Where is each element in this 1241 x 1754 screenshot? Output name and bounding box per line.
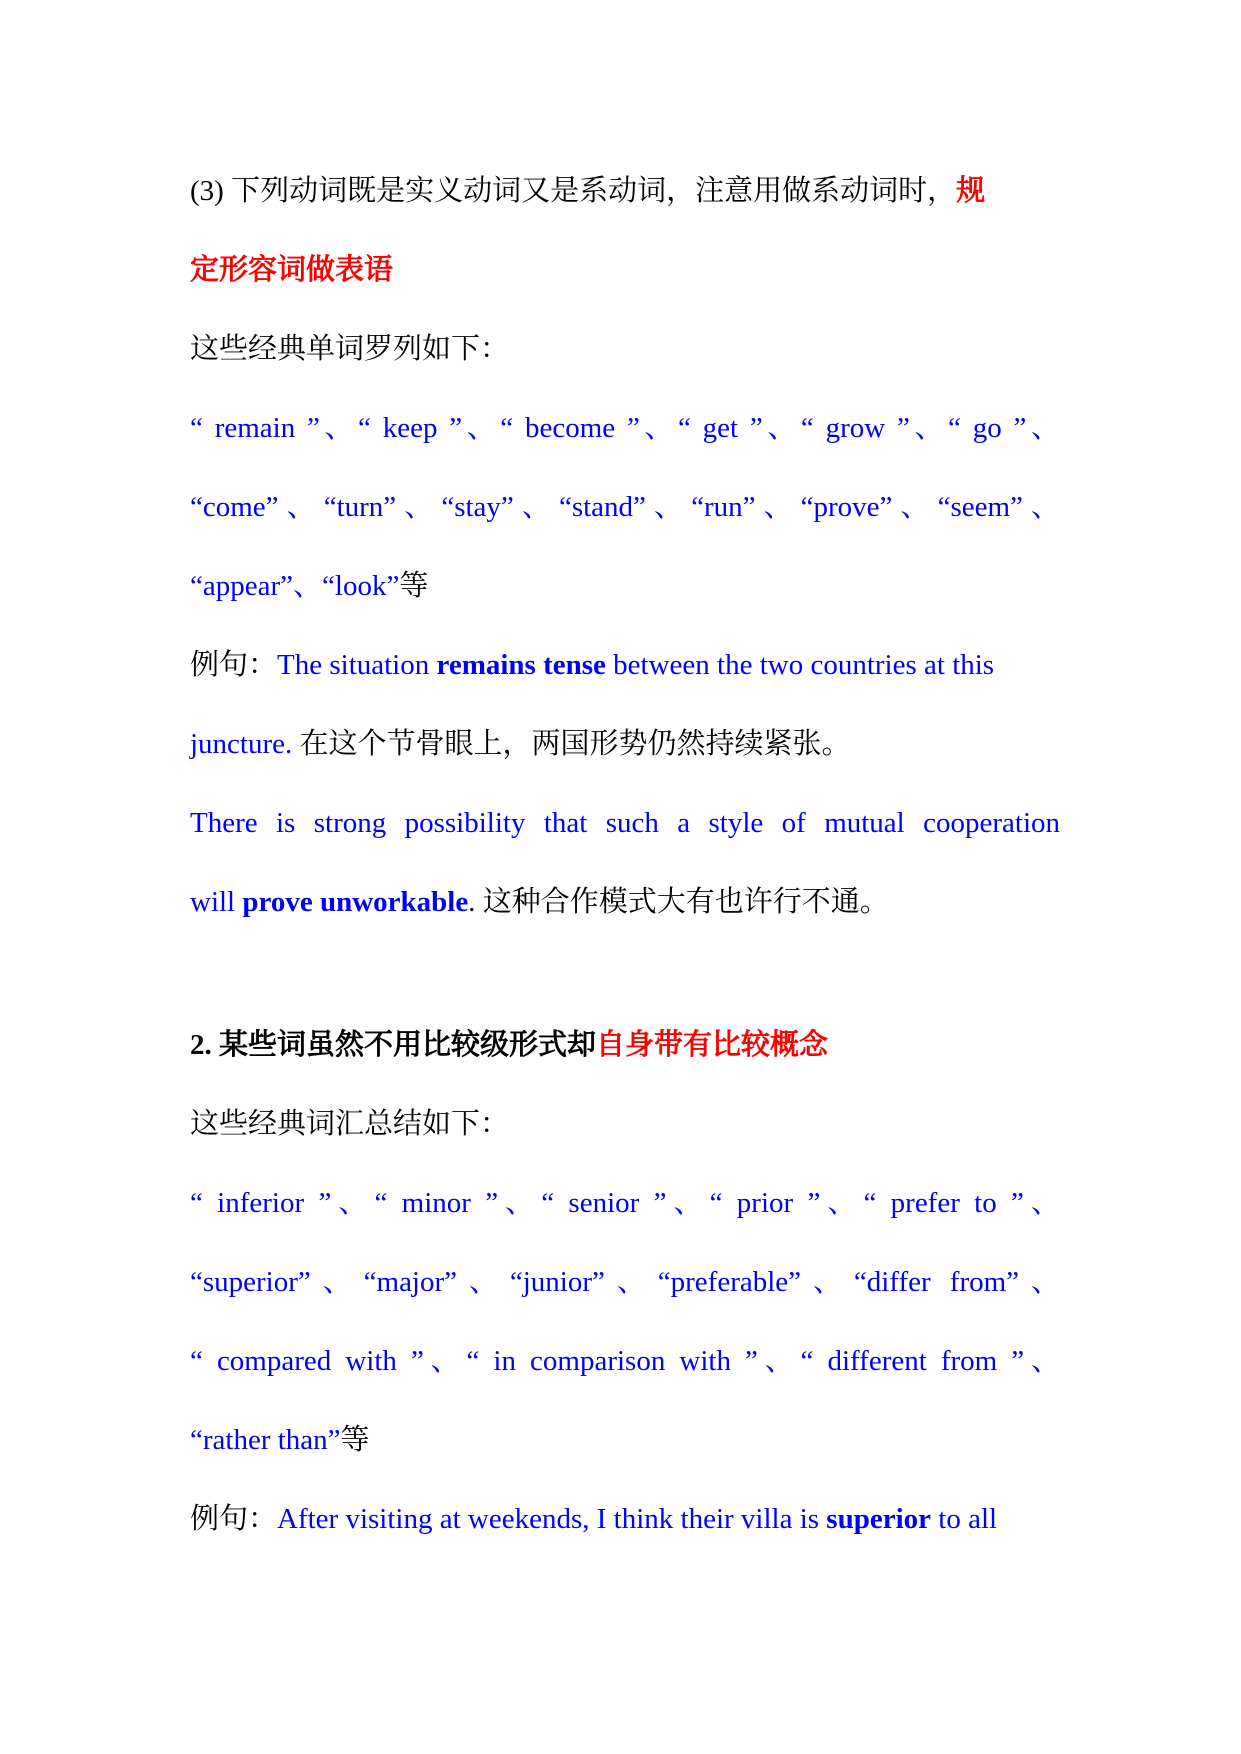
example1-text-part1: The situation [277,649,437,681]
example1-bold-phrase: remains tense [436,649,606,681]
example1-text-part1: After visiting at weekends, I think their villa is [277,1503,827,1535]
section-a-example1-line2 [190,721,1060,767]
example1-text-part2: between the two countries at this [605,649,995,681]
example-label: 例句： [190,649,278,681]
section-b-heading [190,1022,1060,1068]
section-b-words-line2: “superior”、“major”、“junior”、“preferable”、“differ from”、 [190,1266,1060,1298]
section-a-intro-line1 [190,168,1060,214]
section-a-words-line2: “come”、“turn”、“stay”、“stand”、“run”、“prove”、“seem”、 [190,491,1060,523]
section-a-list-intro: 这些经典单词罗列如下： [190,333,510,365]
words-line4-list: “rather than” [190,1424,341,1456]
words-line3-suffix: 等 [399,570,429,602]
section-a-words-line3 [190,563,1060,609]
section-b-example1-line1 [190,1496,1060,1542]
intro-text: (3) 下列动词既是实义动词又是系动词，注意用做系动词时， [190,175,957,207]
example-label: 例句： [190,1503,278,1535]
section-b-words-line1: “ inferior ”、“ minor ”、“ senior ”、“ prior ”、“ prefer to ”、 [190,1187,1060,1219]
example2-period: . [468,886,476,918]
example2-bold-phrase: prove unworkable [242,886,469,918]
heading-red-text: 自身带有比较概念 [596,1029,829,1061]
section-a-example2-line1: There is strong possibility that such a style of mutual cooperation [190,807,1060,839]
section-a-example1-line1 [190,642,1060,688]
intro-red-text-1: 规 [956,175,986,207]
section-b-words-line3: “ compared with ”、“ in comparison with ”、“ different from ”、 [190,1345,1060,1377]
example1-translation: 在这个节骨眼上，两国形势仍然持续紧张。 [292,728,851,760]
section-a-intro-line2: 定形容词做表语 [190,254,394,286]
section-a-example2-line2 [190,879,1060,925]
example2-text-part2: will [190,886,243,918]
example1-text-part3: juncture. [190,728,293,760]
section-b-words-line4 [190,1417,1060,1463]
section-a-words-line1: “ remain ”、“ keep ”、“ become ”、“ get ”、“ grow ”、“ go ”、 [190,412,1060,444]
heading-black-text: 2. 某些词虽然不用比较级形式却 [190,1029,597,1061]
example1-bold-word: superior [826,1503,932,1535]
example1-text-part2: to all [931,1503,998,1535]
words-line3-list: “appear”、“look” [190,570,400,602]
words-line4-suffix: 等 [340,1424,370,1456]
section-b-list-intro: 这些经典词汇总结如下： [190,1108,510,1140]
example2-translation: 这种合作模式大有也许行不通。 [475,886,889,918]
